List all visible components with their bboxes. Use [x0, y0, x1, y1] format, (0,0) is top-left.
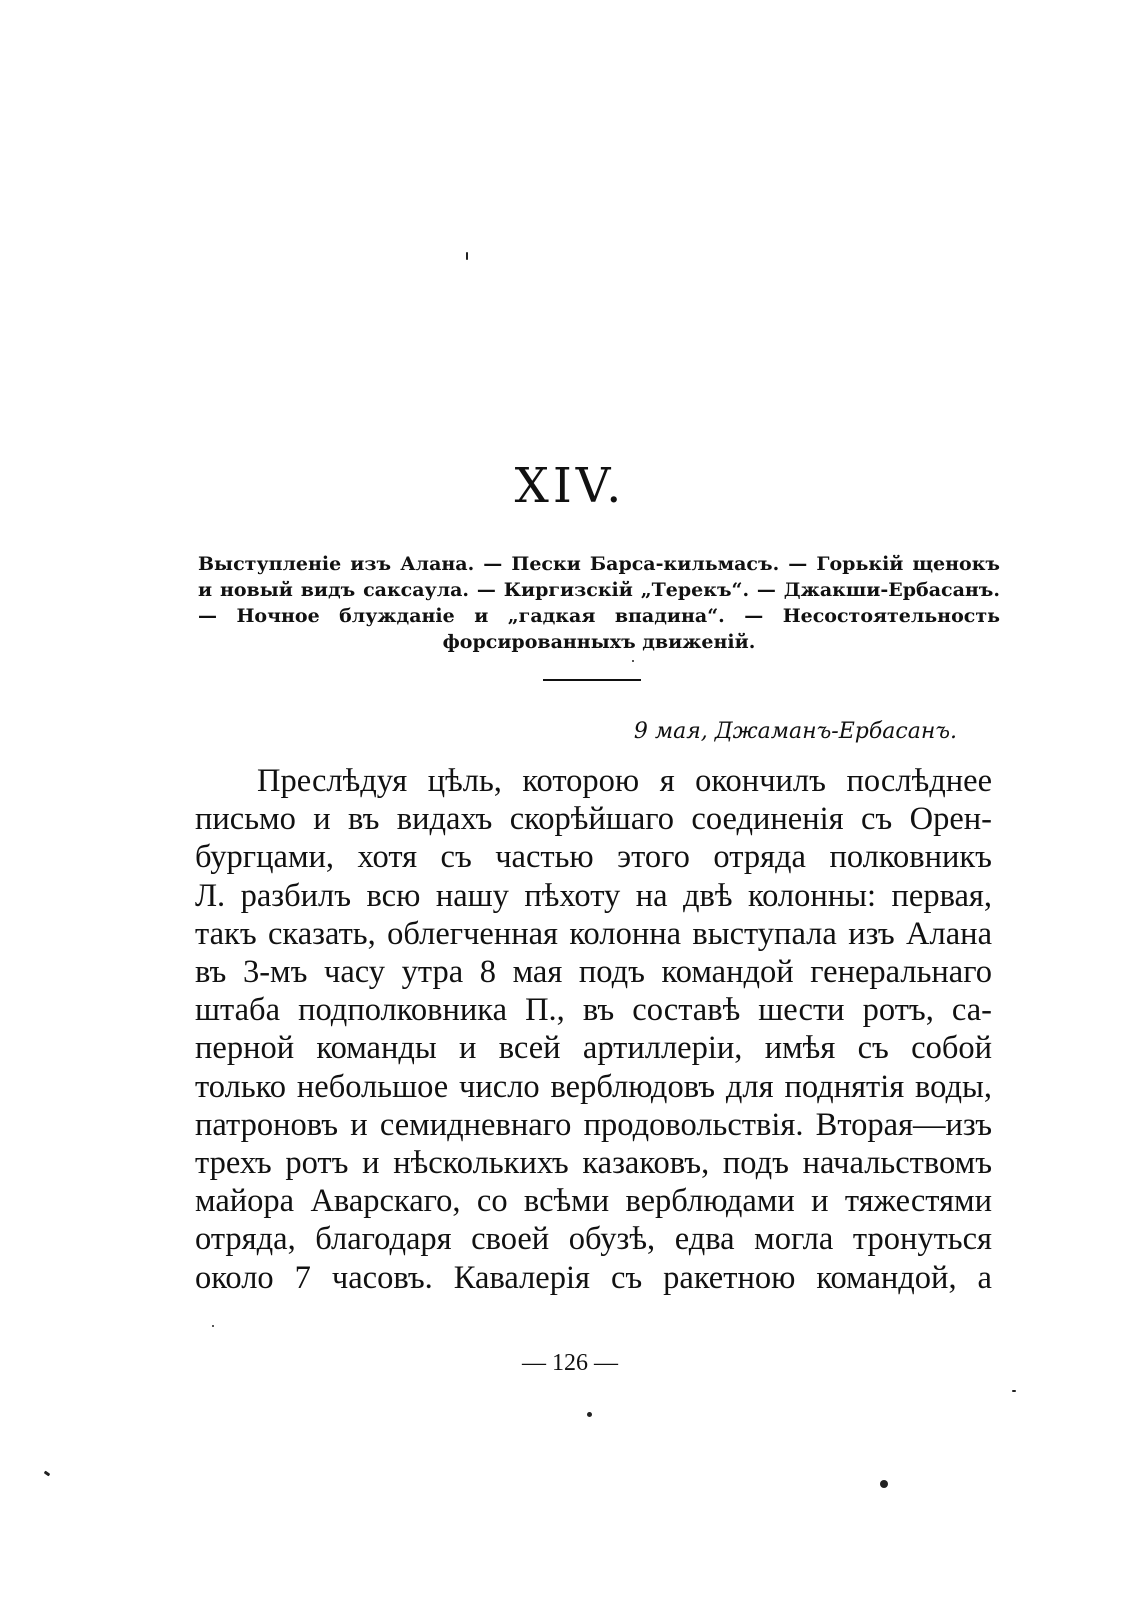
chapter-numeral: XIV. — [514, 458, 626, 514]
body-line: Преслѣдуя цѣль, которою я окончилъ послѣднее — [257, 763, 992, 799]
body-line: перной команды и всей артиллеріи, имѣя съ собой — [195, 1030, 992, 1067]
scan-speck — [44, 1471, 51, 1477]
page-number: — 126 — — [522, 1350, 618, 1376]
body-line: трехъ ротъ и нѣсколькихъ казаковъ, подъ начальствомъ — [195, 1145, 992, 1182]
dateline: 9 мая, Джаманъ-Ербасанъ. — [633, 719, 957, 744]
body-line: отряда, благодаря своей обузѣ, едва могла тронуться — [195, 1221, 992, 1258]
body-line: патроновъ и семидневнаго продовольствія. Вторая—изъ — [195, 1106, 992, 1143]
body-line: майора Аварскаго, со всѣми верблюдами и тяжестями — [195, 1183, 992, 1220]
body-line: около 7 часовъ. Кавалерія съ ракетною командой, а — [195, 1259, 992, 1296]
chapter-summary: Выступленіе изъ Алана. — Пески Барса-кильмасъ. — Горькій щенокъ и новый видъ саксаула. — Киргизскій „Терекъ“. — Джакши-Ербасанъ. — Ночное блужданіе и „гадкая впадина“. — Несостоятельность форсированныхъ движеній. — [198, 553, 1000, 653]
body-line: въ 3-мъ часу утра 8 мая подъ командой генеральнаго — [195, 954, 992, 991]
body-line: только небольшое число верблюдовъ для поднятія воды, — [195, 1068, 992, 1105]
section-divider — [543, 679, 641, 681]
scan-speck — [212, 1325, 214, 1327]
scan-speck — [466, 252, 468, 260]
body-line: такъ сказать, облегченная колонна выступала изъ Алана — [195, 915, 992, 952]
body-line: штаба подполковника П., въ составѣ шести ротъ, са- — [195, 992, 992, 1029]
scan-speck — [880, 1480, 888, 1488]
scan-speck — [632, 660, 634, 662]
scan-speck — [587, 1412, 592, 1417]
body-line: бургцами, хотя съ частью этого отряда полковникъ — [195, 839, 992, 876]
body-line: Л. разбилъ всю нашу пѣхоту на двѣ колонны: первая, — [195, 877, 992, 914]
body-line: письмо и въ видахъ скорѣйшаго соединенія съ Орен- — [195, 801, 992, 838]
scan-speck — [1012, 1390, 1016, 1392]
body-paragraph — [195, 762, 992, 1297]
